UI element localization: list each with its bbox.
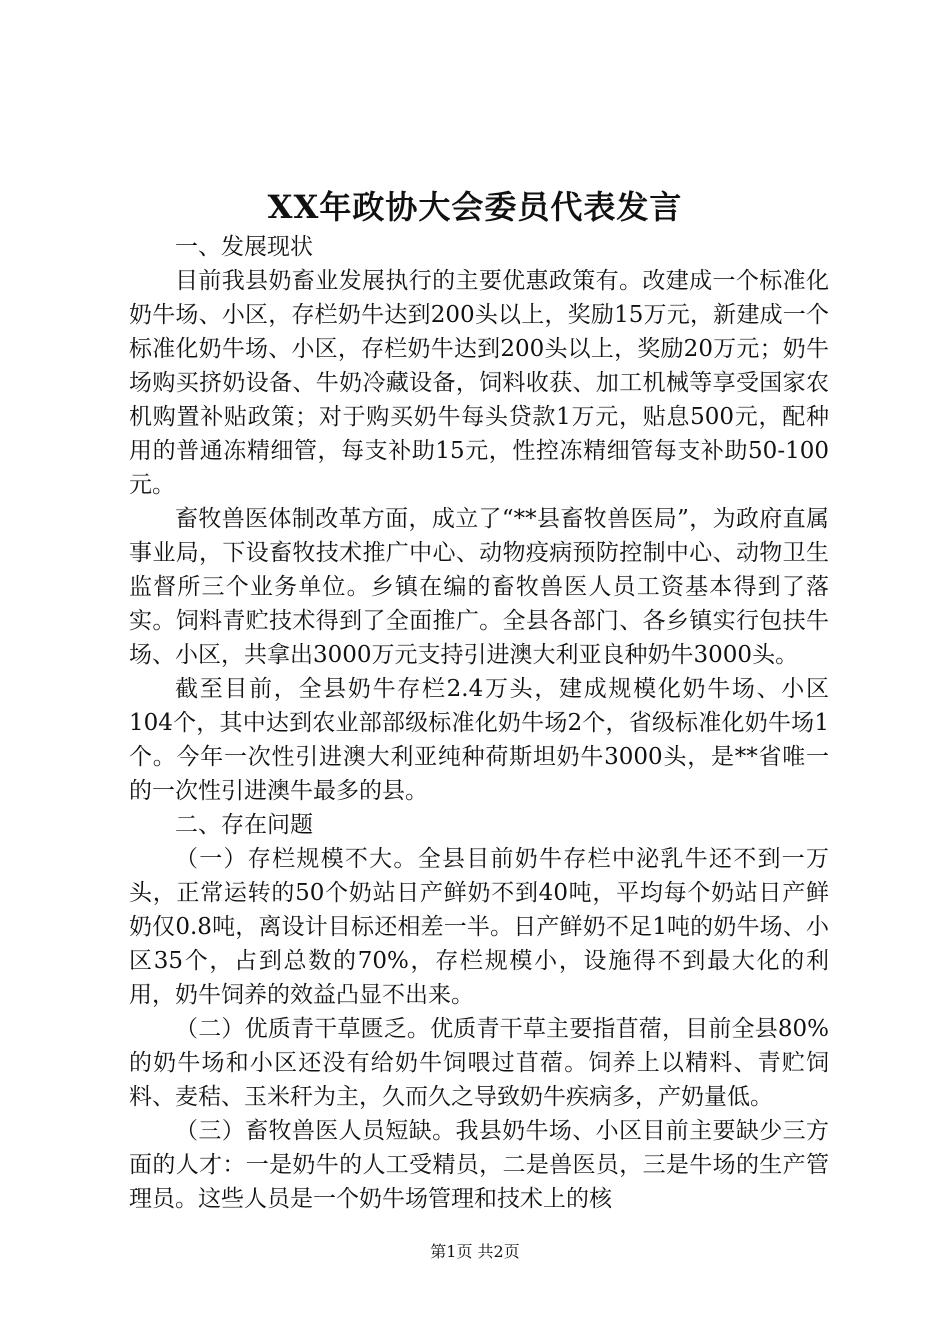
document-title: XX年政协大会委员代表发言 (267, 188, 683, 226)
paragraph-problem-3: （三）畜牧兽医人员短缺。我县奶牛场、小区目前主要缺少三方面的人才：一是奶牛的人工受精员，二是兽医员，三是牛场的生产管理员。这些人员是一个奶牛场管理和技术上的核 (129, 1118, 829, 1212)
paragraph-problem-2: （二）优质青干草匮乏。优质青干草主要指苜蓿，目前全县80%的奶牛场和小区还没有给奶牛饲喂过苜蓿。饲养上以精料、青贮饲料、麦秸、玉米秆为主，久而久之导致奶牛疾病多，产奶量低。 (129, 1016, 829, 1110)
document-body (129, 230, 829, 1216)
section-heading-status: 一、发展现状 (175, 234, 313, 260)
paragraph-problem-1: （一）存栏规模不大。全县目前奶牛存栏中泌乳牛还不到一万头，正常运转的50个奶站日产鲜奶不到40吨，平均每个奶站日产鲜奶仅0.8吨，离设计目标还相差一半。日产鲜奶不足1吨的奶牛场、小区35个，占到总数的70%，存栏规模小，设施得不到最大化的利用，奶牛饲养的效益凸显不出来。 (129, 846, 829, 1008)
paragraph-policies: 目前我县奶畜业发展执行的主要优惠政策有。改建成一个标准化奶牛场、小区，存栏奶牛达到200头以上，奖励15万元，新建成一个标准化奶牛场、小区，存栏奶牛达到200头以上，奖励20万元；奶牛场购买挤奶设备、牛奶冷藏设备，饲料收获、加工机械等享受国家农机购置补贴政策；对于购买奶牛每头贷款1万元，贴息500元，配种用的普通冻精细管，每支补助15元，性控冻精细管每支补助50-100元。 (129, 268, 829, 498)
section-heading-problems: 二、存在问题 (175, 812, 313, 838)
page-footer: 第1页 共2页 (430, 1242, 520, 1261)
paragraph-reform: 畜牧兽医体制改革方面，成立了“**县畜牧兽医局”，为政府直属事业局，下设畜牧技术推广中心、动物疫病预防控制中心、动物卫生监督所三个业务单位。乡镇在编的畜牧兽医人员工资基本得到了落实。饲料青贮技术得到了全面推广。全县各部门、各乡镇实行包扶牛场、小区，共拿出3000万元支持引进澳大利亚良种奶牛3000头。 (129, 506, 829, 668)
paragraph-current-stats: 截至目前，全县奶牛存栏2.4万头，建成规模化奶牛场、小区104个，其中达到农业部部级标准化奶牛场2个，省级标准化奶牛场1个。今年一次性引进澳大利亚纯种荷斯坦奶牛3000头，是**省唯一的一次性引进澳牛最多的县。 (129, 676, 829, 804)
